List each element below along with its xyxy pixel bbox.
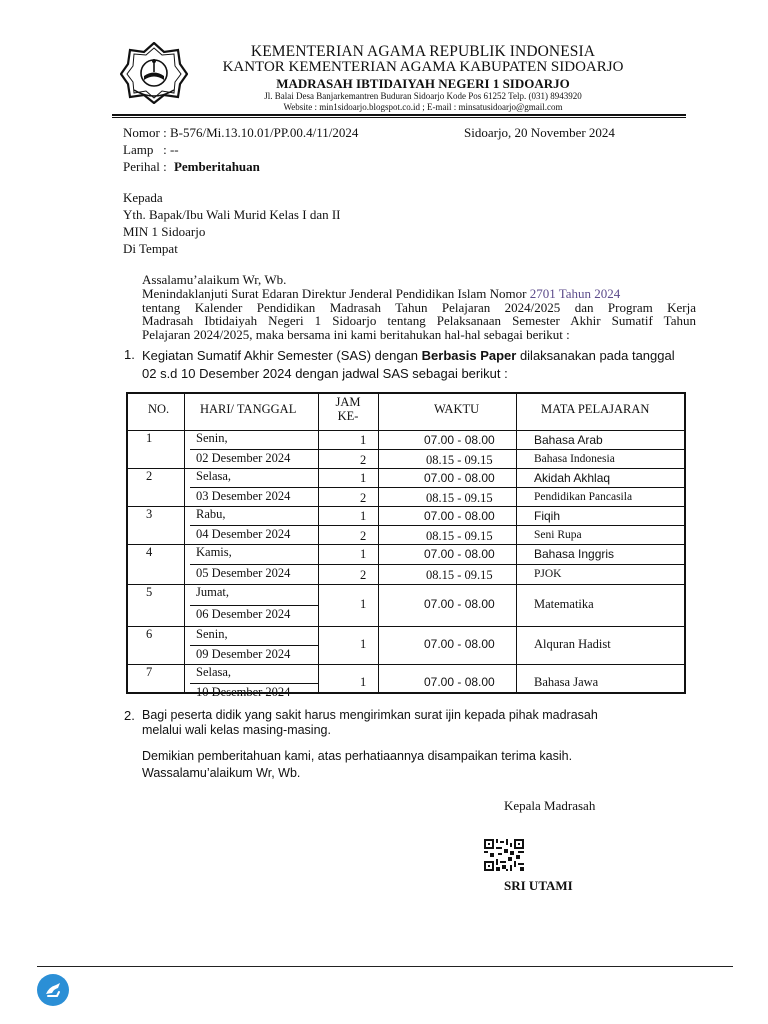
closing-line-1: Demikian pemberitahuan kami, atas perhatiaannya disampaikan terima kasih.: [142, 749, 573, 763]
item-2-number: 2.: [124, 708, 135, 723]
lamp-label: Lamp :: [123, 142, 167, 157]
header-jam-ke: KE-: [337, 409, 359, 423]
session-jam: 1: [360, 637, 367, 651]
row-date: 04 Desember 2024: [196, 527, 291, 541]
session-divider: [318, 449, 684, 450]
table-column-divider: [318, 394, 319, 692]
session-waktu: 08.15 - 09.15: [426, 568, 493, 582]
date-divider: [190, 564, 318, 565]
table-column-divider: [184, 394, 185, 692]
row-date: 05 Desember 2024: [196, 566, 291, 580]
session-mapel: Bahasa Arab: [534, 433, 603, 447]
item-1-part-a: Kegiatan Sumatif Akhir Semester (SAS) dengan: [142, 348, 422, 363]
item-1-part-b: dilaksanakan pada tanggal: [516, 348, 675, 363]
intro-line-3: Madrasah Ibtidaiyah Negeri 1 Sidoarjo tentang Pelaksanaan Semester Akhir Sumatif Tahun: [142, 313, 696, 328]
row-day: Selasa,: [196, 665, 232, 679]
row-day: Rabu,: [196, 507, 226, 521]
session-mapel: PJOK: [534, 568, 562, 580]
footer-divider: [37, 966, 733, 967]
session-waktu: 07.00 - 08.00: [424, 547, 495, 561]
table-column-divider: [378, 394, 379, 692]
session-jam: 1: [360, 471, 367, 485]
item-1-number: 1.: [124, 347, 135, 362]
row-date: 09 Desember 2024: [196, 647, 291, 661]
recipient-name: Yth. Bapak/Ibu Wali Murid Kelas I dan II: [123, 207, 341, 222]
date-divider: [190, 487, 318, 488]
ministry-name: KEMENTERIAN AGAMA REPUBLIK INDONESIA: [250, 43, 596, 60]
recipient-kepada: Kepada: [123, 190, 163, 205]
greeting: Assalamu’alaikum Wr, Wb.: [142, 272, 287, 287]
perihal-value: Pemberitahuan: [173, 159, 260, 174]
session-mapel: Matematika: [534, 597, 594, 611]
session-mapel: Pendidikan Pancasila: [534, 491, 633, 503]
perihal-label: Perihal :: [123, 159, 167, 174]
session-jam: 2: [360, 491, 367, 505]
session-mapel: Bahasa Jawa: [534, 675, 599, 689]
session-mapel: Seni Rupa: [534, 529, 582, 541]
session-waktu: 07.00 - 08.00: [424, 597, 495, 611]
session-divider: [318, 525, 684, 526]
intro-line-2: tentang Kalender Pendidikan Madrasah Tahun Pelajaran 2024/2025 dan Program Kerja: [142, 299, 696, 315]
row-day: Jumat,: [196, 585, 229, 599]
letterhead: [198, 44, 648, 113]
table-column-divider: [516, 394, 517, 692]
session-waktu: 08.15 - 09.15: [426, 529, 493, 543]
letter-date: Sidoarjo, 20 November 2024: [464, 125, 615, 140]
session-waktu: 08.15 - 09.15: [426, 491, 493, 505]
session-mapel: Bahasa Inggris: [534, 547, 615, 561]
closing: [142, 748, 572, 782]
row-number: 5: [146, 585, 153, 599]
header-waktu: WAKTU: [434, 402, 480, 416]
school-name: MADRASAH IBTIDAIYAH NEGERI 1 SIDOARJO: [276, 76, 570, 91]
item-2-text: [142, 708, 598, 737]
perihal-line: [123, 158, 260, 175]
row-day: Selasa,: [196, 469, 232, 483]
school-address: Jl. Balai Desa Banjarkemantren Buduran Sidoarjo Kode Pos 61252 Telp. (031) 8943920: [264, 91, 582, 101]
item-2-line-2: melalui wali kelas masing-masing.: [142, 722, 331, 737]
signature-title: Kepala Madrasah: [504, 798, 596, 813]
session-jam: 2: [360, 453, 367, 467]
session-mapel: Akidah Akhlaq: [534, 471, 611, 485]
nomor-label: Nomor :: [123, 125, 167, 140]
office-name: KANTOR KEMENTERIAN AGAMA KABUPATEN SIDOARJO: [222, 59, 624, 75]
kemenag-emblem-icon: [120, 42, 188, 104]
circular-number: 2701 Tahun 2024: [529, 286, 621, 301]
session-waktu: 07.00 - 08.00: [424, 433, 495, 447]
schedule-table: [126, 392, 686, 699]
row-number: 2: [146, 469, 153, 483]
lamp-value: --: [169, 142, 179, 157]
date-divider: [190, 645, 318, 646]
row-number: 6: [146, 627, 153, 641]
intro-line-1: Menindaklanjuti Surat Edaran Direktur Jenderal Pendidikan Islam Nomor: [142, 286, 530, 301]
row-day: Kamis,: [196, 545, 232, 559]
recipient-place: Di Tempat: [123, 241, 178, 256]
session-jam: 1: [360, 509, 367, 523]
session-waktu: 08.15 - 09.15: [426, 453, 493, 467]
row-number: 1: [146, 431, 153, 445]
row-number: 3: [146, 507, 153, 521]
date-divider: [190, 449, 318, 450]
nomor-line: [123, 124, 358, 141]
session-waktu: 07.00 - 08.00: [424, 471, 495, 485]
session-divider: [318, 487, 684, 488]
nomor-value: B-576/Mi.13.10.01/PP.00.4/11/2024: [169, 125, 359, 140]
row-date: 03 Desember 2024: [196, 489, 291, 503]
session-waktu: 07.00 - 08.00: [424, 675, 495, 689]
item-1-line-2: 02 s.d 10 Desember 2024 dengan jadwal SAS sebagai berikut :: [142, 366, 508, 381]
closing-line-2: Wassalamu’alaikum Wr, Wb.: [142, 766, 301, 780]
qr-code-icon: [484, 839, 524, 871]
letterhead-rule: [112, 114, 686, 116]
session-jam: 1: [360, 433, 367, 447]
row-date: 10 Desember 2024: [196, 685, 291, 699]
row-day: Senin,: [196, 627, 228, 641]
session-jam: 1: [360, 675, 367, 689]
row-number: 7: [146, 665, 153, 679]
date-divider: [190, 683, 318, 684]
signatory-name: SRI UTAMI: [504, 878, 573, 893]
date-divider: [190, 605, 318, 606]
session-waktu: 07.00 - 08.00: [424, 509, 495, 523]
lamp-line: [123, 141, 179, 158]
session-jam: 1: [360, 547, 367, 561]
item-2-line-1: Bagi peserta didik yang sakit harus mengirimkan surat ijin kepada pihak madrasah: [142, 708, 598, 722]
row-date: 02 Desember 2024: [196, 451, 291, 465]
intro-paragraph: [142, 287, 696, 341]
session-waktu: 07.00 - 08.00: [424, 637, 495, 651]
letterhead-rule-thin: [112, 117, 686, 118]
date-divider: [190, 525, 318, 526]
header-jam: JAM: [335, 395, 361, 409]
session-mapel: Alquran Hadist: [534, 637, 611, 651]
session-divider: [318, 564, 684, 565]
item-1-bold: Berbasis Paper: [421, 348, 517, 363]
school-contact: Website : min1sidoarjo.blogspot.co.id ; E-mail : minsatusidoarjo@gmail.com: [283, 102, 563, 112]
row-day: Senin,: [196, 431, 228, 445]
item-1-text: [142, 347, 675, 383]
row-date: 06 Desember 2024: [196, 607, 291, 621]
session-jam: 2: [360, 568, 367, 582]
recipient-school: MIN 1 Sidoarjo: [123, 224, 206, 239]
header-no: NO.: [148, 402, 170, 416]
session-mapel: Bahasa Indonesia: [534, 453, 615, 465]
row-number: 4: [146, 545, 153, 559]
session-jam: 2: [360, 529, 367, 543]
intro-line-4: Pelajaran 2024/2025, maka bersama ini kami beritahukan hal-hal sebagai berikut :: [142, 326, 570, 342]
header-mata-pelajaran: MATA PELAJARAN: [541, 402, 650, 416]
scribd-logo-icon[interactable]: [37, 974, 69, 1006]
session-jam: 1: [360, 597, 367, 611]
session-mapel: Fiqih: [534, 509, 561, 523]
header-hari-tanggal: HARI/ TANGGAL: [200, 402, 297, 416]
